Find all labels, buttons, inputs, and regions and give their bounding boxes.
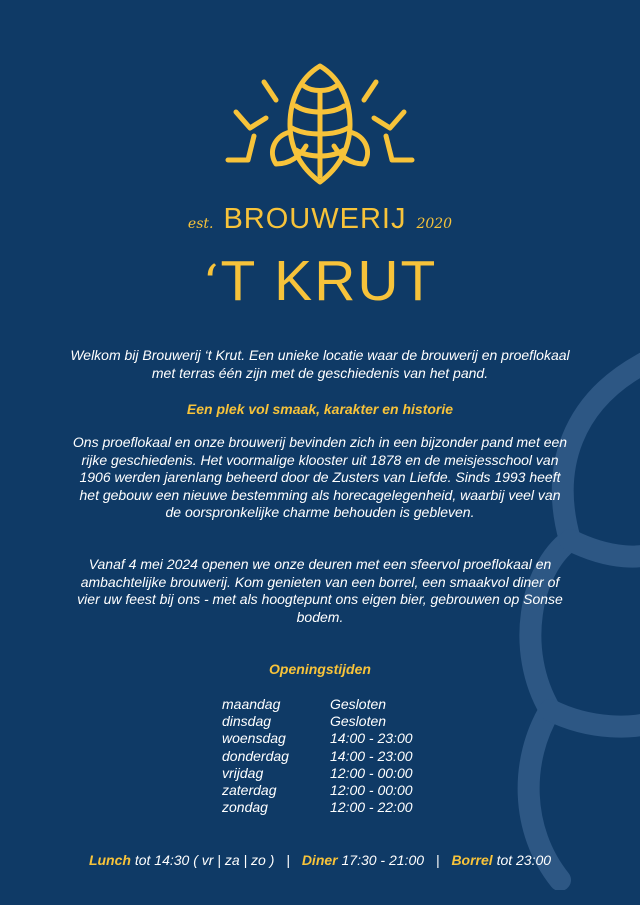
hours-table [222,696,482,816]
hop-cone-logo-icon [220,60,420,188]
hours-time: 12:00 - 00:00 [330,781,413,798]
hours-row [222,748,482,765]
brand-line [0,203,640,243]
hours-time: Gesloten [330,713,387,730]
footer-meal-times [0,852,640,868]
history-paragraph: Ons proeflokaal en onze brouwerij bevinden zich in een bijzonder pand met een rijke geschiedenis. Het voormalige klooster uit 1878 en de meisjesschool van 1906 werden jarenlang beheerd door de Zusters van Liefde. Sinds 1993 heeft het gebouw een nieuwe bestemming als horecagelegenheid, waarbij veel van de oorspronkelijke charme behouden is gebleven. [72,434,568,520]
intro-paragraph: Welkom bij Brouwerij ‘t Krut. Een unieke locatie waar de brouwerij en proeflokaal met terras één zijn met de geschiedenis van het pand. [70,347,570,381]
brand-subname: T KRUT [220,249,438,313]
hours-row [222,730,482,747]
brand-name: BROUWERIJ [223,203,407,235]
hours-day: dinsdag [222,713,272,730]
hours-day: zondag [222,799,268,816]
diner-label: Diner [301,852,338,868]
hours-time: 12:00 - 00:00 [330,764,413,781]
hours-day: maandag [222,696,281,712]
hours-row [222,799,482,816]
hours-row [222,713,482,730]
footer-separator: | [286,852,290,868]
borrel-label: Borrel [451,852,493,868]
brand-title [0,248,640,316]
hours-day: vrijdag [222,764,264,781]
hours-row [222,782,482,799]
hours-day: zaterdag [222,781,277,798]
brand-year: 2020 [416,216,453,232]
hours-row [222,765,482,782]
section-subtitle: Een plek vol smaak, karakter en historie [186,401,454,417]
hours-time: 14:00 - 23:00 [330,747,413,764]
hours-time: 14:00 - 23:00 [330,730,413,747]
hours-day: donderdag [222,747,289,764]
brand-est: est. [187,216,214,232]
hours-title: Openingstijden [269,661,371,677]
borrel-text: tot 23:00 [496,852,552,868]
lunch-label: Lunch [88,852,131,868]
diner-text: 17:30 - 21:00 [341,852,425,868]
hours-time: Gesloten [330,696,387,712]
footer-separator: | [435,852,440,868]
hours-time: 12:00 - 22:00 [330,799,413,816]
hours-day: woensdag [222,730,286,747]
hours-row [222,696,482,713]
lunch-text: tot 14:30 ( vr | za | zo ) [134,852,275,868]
opening-paragraph: Vanaf 4 mei 2024 openen we onze deuren met een sfeervol proeflokaal en ambachtelijke brouwerij. Kom genieten van een borrel, een smaakvol diner of vier uw feest bij ons - met als hoogtepunt ons eigen bier, gebrouwen op Sonse bodem. [77,556,563,625]
brand-apostrophe: ‘ [202,254,221,312]
